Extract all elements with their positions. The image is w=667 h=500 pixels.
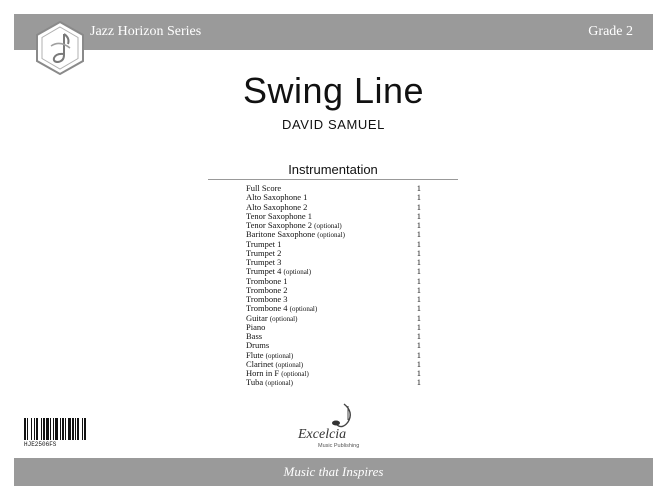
instrument-note: (optional)	[269, 314, 298, 323]
instrument-name	[246, 378, 293, 387]
barcode-bar	[55, 418, 58, 440]
instrument-quantity: 1	[416, 294, 421, 304]
instrument-label: Piano	[246, 321, 266, 332]
instrument-row	[246, 341, 421, 350]
instrument-row	[246, 323, 421, 332]
instrument-label: Trumpet 1	[246, 238, 282, 249]
instrument-label: Horn in F	[246, 368, 280, 378]
barcode-code: HJE2506FS	[24, 441, 57, 448]
instrument-label: Tenor Saxophone 2	[246, 220, 312, 230]
instrument-label: Trumpet 2	[246, 247, 282, 258]
instrument-label: Clarinet	[246, 358, 274, 369]
barcode-bar	[36, 418, 38, 440]
instrument-quantity: 1	[416, 183, 421, 193]
barcode-bar	[72, 418, 74, 440]
instrument-quantity: 1	[416, 247, 421, 258]
instrument-label: Flute	[246, 349, 264, 360]
instrument-label: Guitar	[246, 312, 268, 323]
barcode-bar	[82, 418, 83, 440]
barcode-bar	[65, 418, 66, 440]
instrument-label: Alto Saxophone 1	[246, 192, 308, 203]
publisher-subtitle: Music Publishing	[318, 443, 360, 449]
barcode-bar	[75, 418, 76, 440]
instrument-note: (optional)	[265, 379, 293, 388]
series-logo-icon	[34, 20, 86, 76]
instrument-label: Trumpet 3	[246, 257, 282, 267]
instrument-quantity: 1	[416, 340, 421, 351]
instrument-note: (optional)	[265, 351, 294, 360]
instrument-note: (optional)	[281, 370, 309, 378]
instrument-note: (optional)	[275, 360, 304, 369]
instrument-quantity: 1	[416, 192, 421, 203]
instrument-label: Baritone Saxophone	[246, 229, 316, 240]
barcode-bar	[46, 418, 49, 440]
barcode-bar	[84, 418, 86, 440]
instrument-row	[246, 304, 421, 313]
instrument-quantity: 1	[416, 238, 421, 249]
barcode-icon	[24, 418, 114, 440]
instrument-row	[246, 378, 421, 387]
barcode-bar	[77, 418, 79, 440]
series-title: Jazz Horizon Series	[90, 24, 202, 39]
barcode-bar	[60, 418, 61, 440]
instrument-label: Trombone 2	[246, 284, 288, 295]
barcode-bar	[24, 418, 26, 440]
instrument-label: Trumpet 4	[246, 266, 282, 277]
instrument-quantity: 1	[416, 368, 421, 378]
instrumentation-divider	[208, 179, 458, 180]
instrument-row	[246, 332, 421, 341]
instrumentation-heading: Instrumentation	[288, 162, 378, 177]
instrument-label: Trombone 1	[246, 275, 288, 286]
grade-label: Grade 2	[588, 24, 633, 39]
instrument-label: Tenor Saxophone 1	[246, 210, 312, 221]
instrument-quantity: 1	[416, 358, 421, 369]
instrument-label: Drums	[246, 340, 270, 351]
instrument-row	[246, 314, 421, 323]
instrument-quantity: 1	[416, 257, 421, 267]
instrument-quantity: 1	[416, 284, 421, 295]
barcode-bar	[41, 418, 42, 440]
piece-title: Swing Line	[242, 70, 425, 111]
instrument-quantity: 1	[416, 303, 421, 314]
instrument-quantity: 1	[416, 312, 421, 323]
instrument-note: (optional)	[314, 222, 342, 230]
composer-name: DAVID SAMUEL	[281, 117, 386, 132]
instrument-label: Trombone 4	[246, 303, 288, 314]
instrument-quantity: 1	[416, 266, 421, 277]
instrument-quantity: 1	[416, 210, 421, 221]
barcode-bar	[68, 418, 71, 440]
tagline: Music that Inspires	[283, 464, 384, 479]
instrument-label: Bass	[246, 331, 263, 341]
instrument-quantity: 1	[416, 229, 421, 240]
instrument-quantity: 1	[416, 275, 421, 286]
barcode-bar	[31, 418, 32, 440]
instrument-quantity: 1	[416, 220, 421, 230]
instrument-quantity: 1	[416, 349, 421, 360]
instrument-row	[246, 369, 421, 378]
instrument-quantity: 1	[416, 201, 421, 212]
instrument-quantity: 1	[416, 377, 421, 388]
instrument-quantity: 1	[416, 321, 421, 332]
barcode-bar	[62, 418, 64, 440]
barcode-bar	[43, 418, 45, 440]
instrument-note: (optional)	[317, 231, 345, 240]
barcode-bar	[53, 418, 54, 440]
barcode-bar	[50, 418, 51, 440]
instrument-label: Trombone 3	[246, 294, 288, 304]
publisher-name: Excelcia	[298, 427, 347, 442]
instrumentation-list	[246, 184, 421, 388]
instrument-note: (optional)	[289, 305, 318, 314]
instrument-label: Full Score	[246, 183, 282, 193]
instrument-label: Alto Saxophone 2	[246, 201, 308, 212]
instrument-quantity: 1	[416, 331, 421, 341]
barcode-bar	[34, 418, 35, 440]
instrument-note: (optional)	[283, 268, 312, 277]
barcode-bar	[27, 418, 28, 440]
instrument-label: Tuba	[246, 377, 264, 388]
